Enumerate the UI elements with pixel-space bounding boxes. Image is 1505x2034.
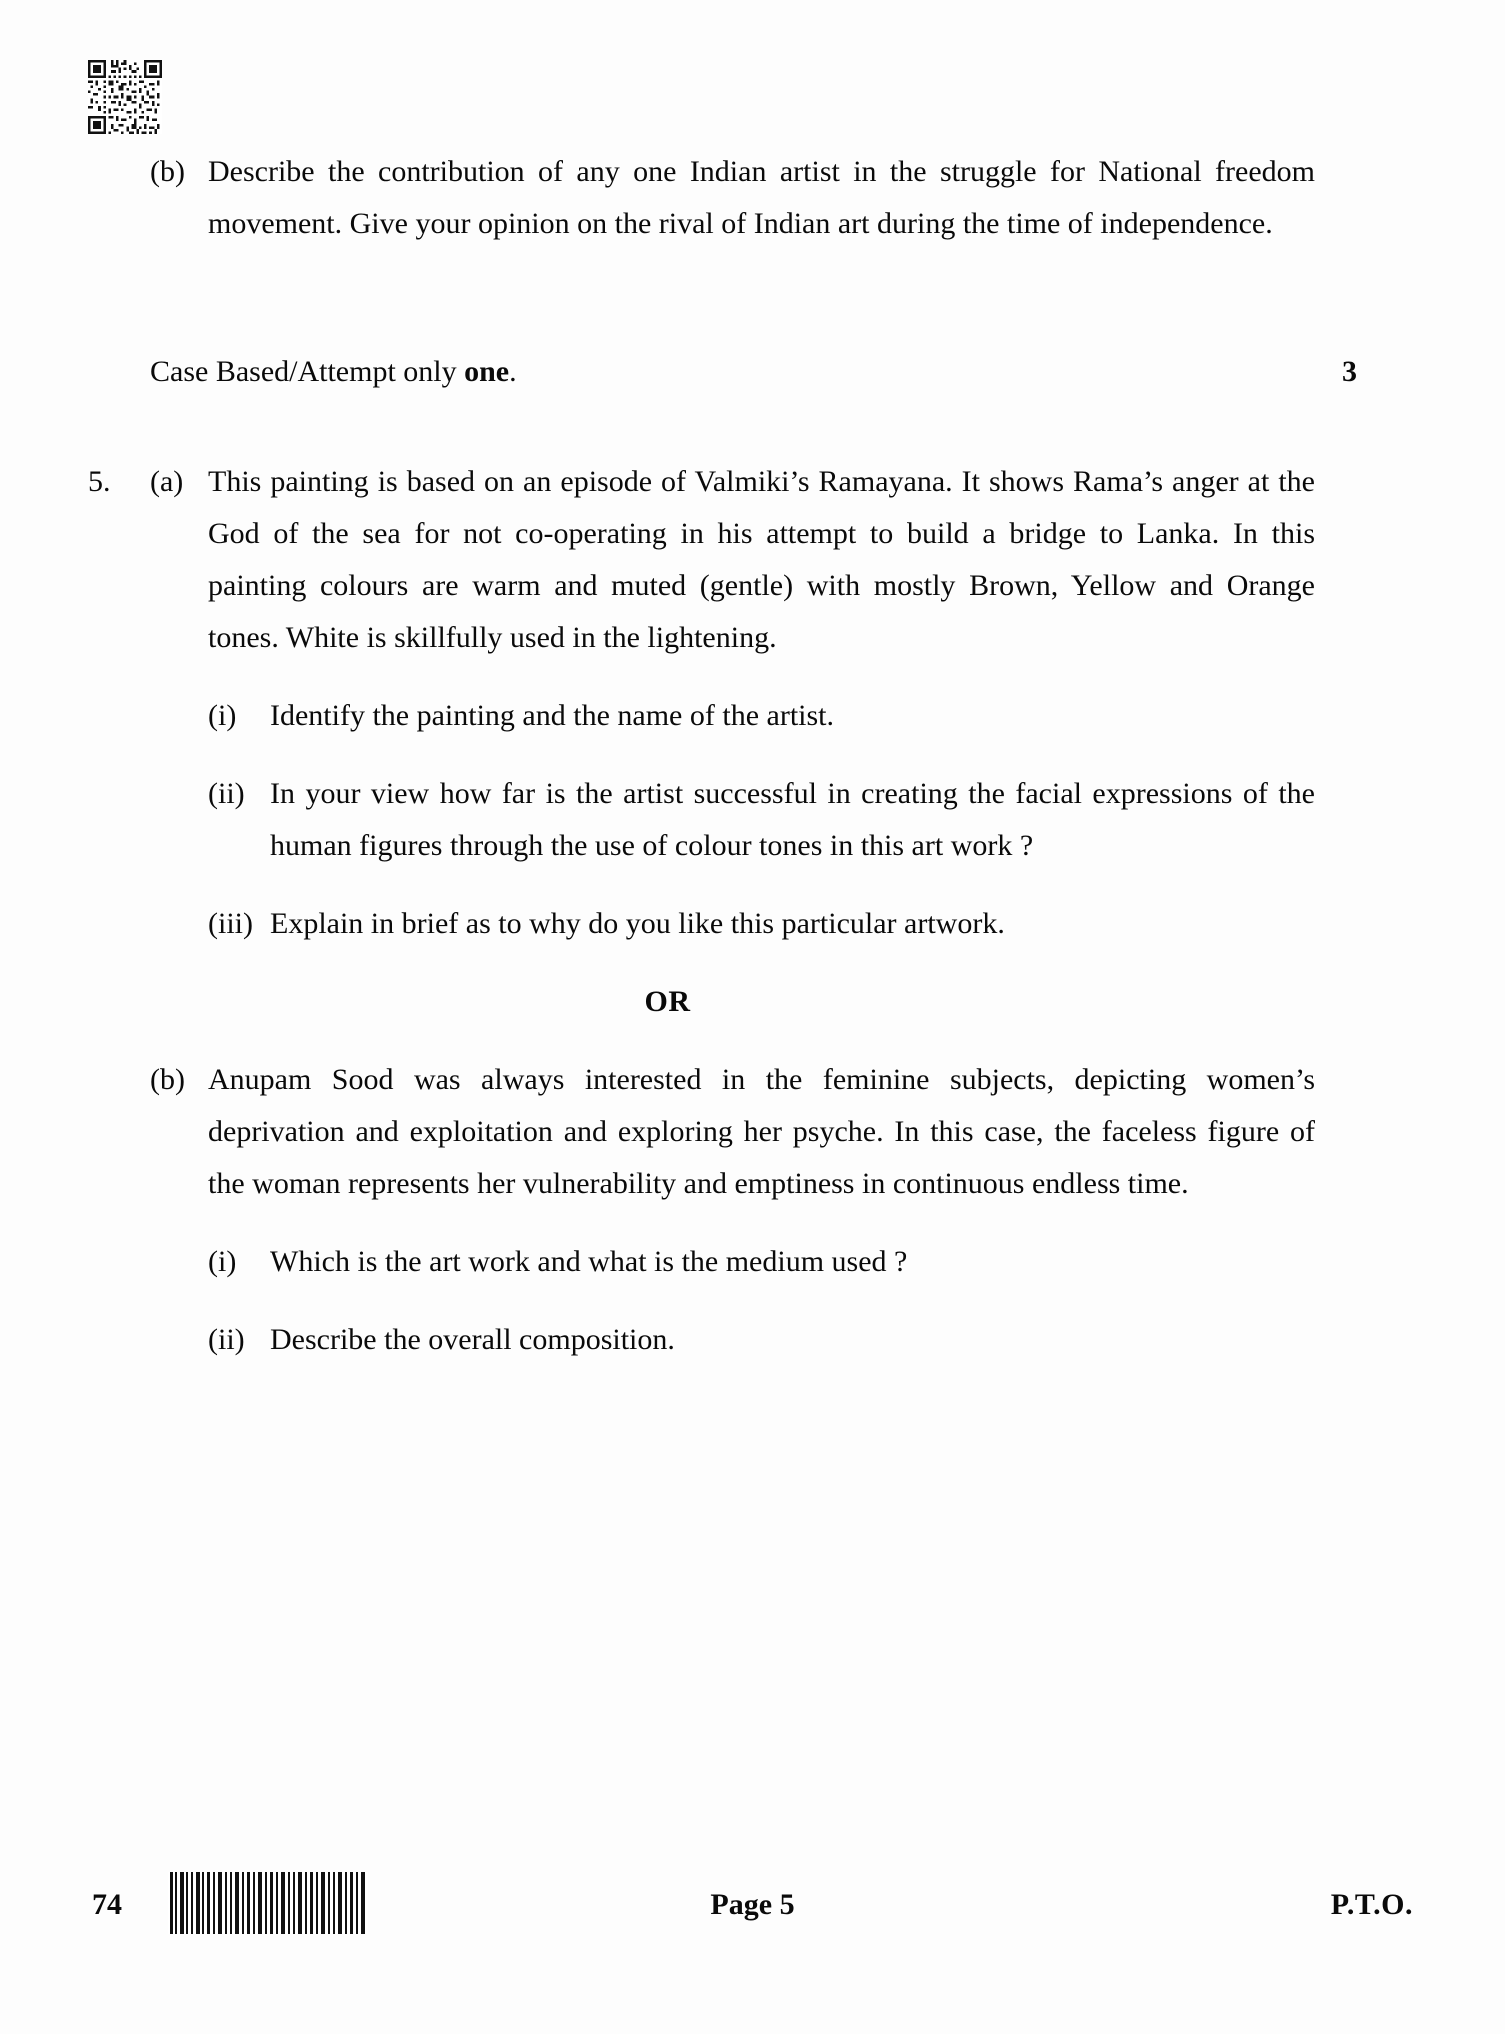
question-5b-part-label: (b) [150, 1063, 185, 1096]
question-5a-row [0, 456, 1505, 664]
subitem-text: In your view how far is the artist successful in creating the facial expressions of the human figures through the use of colour tones in this art work ? [270, 777, 1315, 862]
question-5a-text: This painting is based on an episode of Valmiki’s Ramayana. It shows Rama’s anger at the God of the sea for not co-operating in his attempt to build a bridge to Lanka. In this painting colours are warm and muted (gentle) with mostly Brown, Yellow and Orange tones. White is skillfully used in the lightening. [208, 465, 1315, 654]
section-heading [150, 346, 1357, 398]
section-heading-text-after: . [509, 355, 517, 388]
question-4b-text: Describe the contribution of any one Indian artist in the struggle for National freedom movement. Give your opinion on the rival of Indian art during the time of independence. [208, 155, 1315, 240]
subitem-text: Explain in brief as to why do you like this particular artwork. [270, 907, 1005, 940]
subitem-label: (i) [208, 1245, 237, 1278]
subitem-label: (iii) [208, 907, 253, 940]
section-heading-text-bold: one [464, 355, 510, 388]
question-4b-part-label: (b) [150, 155, 185, 188]
question-5b-subitem-ii-row [0, 1314, 1505, 1366]
subitem-label: (i) [208, 699, 237, 732]
turn-over-label: P.T.O. [1330, 1888, 1413, 1921]
spacer [0, 1210, 1505, 1236]
question-5a-subitem-ii-row [0, 768, 1505, 872]
spacer [0, 250, 1505, 346]
section-heading-row [0, 346, 1505, 398]
question-5a-subitem-i-row [0, 690, 1505, 742]
question-4b-row [0, 146, 1505, 250]
section-heading-text-before: Case Based/Attempt only [150, 355, 465, 388]
question-5b-subitem-i-row [0, 1236, 1505, 1288]
question-5-number: 5. [88, 465, 111, 498]
subitem-label: (ii) [208, 1323, 245, 1356]
or-separator: OR [644, 985, 691, 1018]
spacer [0, 398, 1505, 456]
subitem-text: Describe the overall composition. [270, 1323, 675, 1356]
question-5b-text: Anupam Sood was always interested in the feminine subjects, depicting women’s deprivation and exploitation and exploring her psyche. In this case, the faceless figure of the woman represents her vulnerability and emptiness in continuous endless time. [208, 1063, 1315, 1200]
subitem-text: Which is the art work and what is the medium used ? [270, 1245, 908, 1278]
question-5b-row [0, 1054, 1505, 1210]
spacer [0, 1028, 1505, 1054]
marks-value: 3 [1342, 355, 1357, 388]
spacer [0, 742, 1505, 768]
subitem-label: (ii) [208, 777, 245, 810]
page-number-label: Page 5 [710, 1888, 795, 1921]
page-footer [0, 1872, 1505, 1942]
subitem-text: Identify the painting and the name of the artist. [270, 699, 834, 732]
paper-code: 74 [92, 1888, 122, 1921]
spacer [0, 950, 1505, 976]
spacer [0, 1288, 1505, 1314]
spacer [0, 872, 1505, 898]
question-5a-subitem-iii-row [0, 898, 1505, 950]
spacer [0, 664, 1505, 690]
question-5a-part-label: (a) [150, 465, 184, 498]
